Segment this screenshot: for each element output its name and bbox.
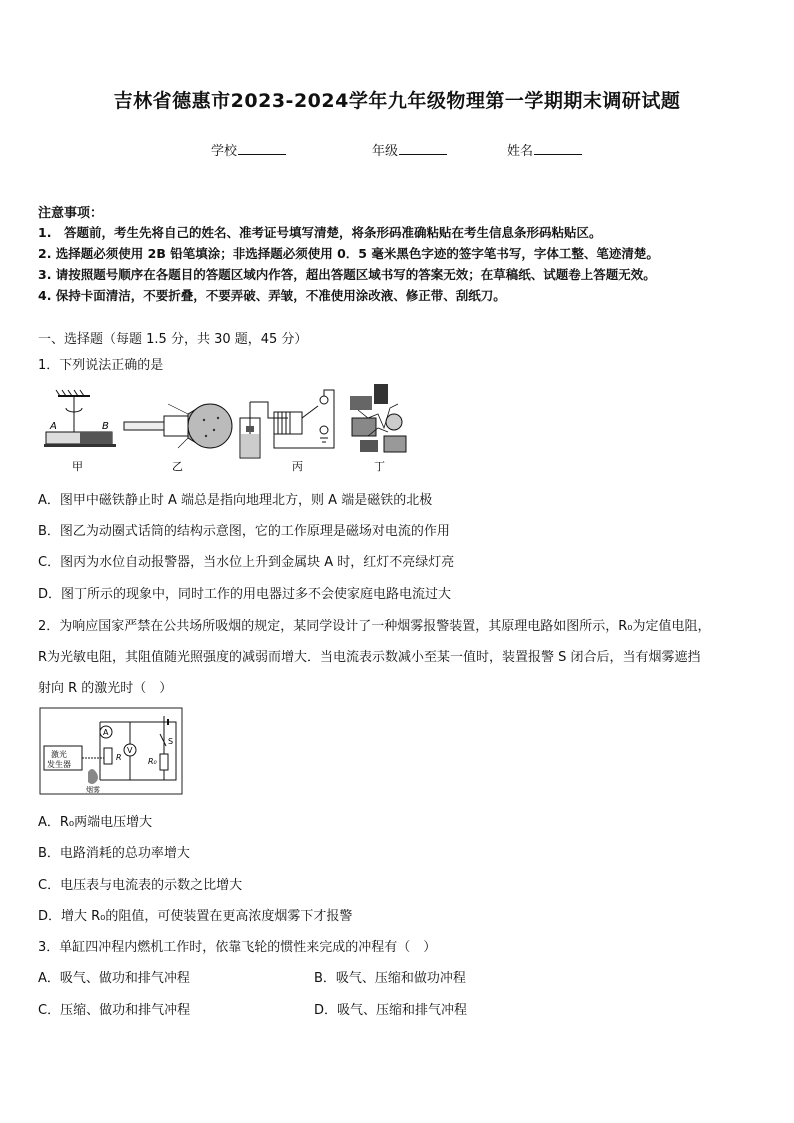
name-field bbox=[507, 140, 582, 159]
q1-stem: 1．下列说法正确的是 bbox=[38, 358, 164, 373]
q2-stem-line-1: 2．为响应国家严禁在公共场所吸烟的规定，某同学设计了一种烟雾报警装置，其原理电路如图所示，R₀为定值电阻， bbox=[38, 619, 711, 634]
q2-option-b: B．电路消耗的总功率增大 bbox=[38, 846, 190, 861]
grade-label: 年级 bbox=[372, 144, 399, 159]
q2-stem-line-3: 射向 R 的激光时（ ） bbox=[38, 681, 173, 696]
notes-heading: 注意事项： bbox=[38, 206, 104, 221]
q3-option-b: B．吸气、压缩和做功冲程 bbox=[314, 971, 466, 986]
note-item-4: 4. 保持卡面清洁，不要折叠，不要弄破、弄皱，不准使用涂改液、修正带、刮纸刀。 bbox=[38, 288, 506, 303]
school-field bbox=[211, 140, 286, 159]
q1-option-a: A．图甲中磁铁静止时 A 端总是指向地理北方，则 A 端是磁铁的北极 bbox=[38, 493, 433, 508]
q1-option-b: B．图乙为动圈式话筒的结构示意图，它的工作原理是磁场对电流的作用 bbox=[38, 524, 450, 539]
voltmeter-v: V bbox=[127, 746, 133, 755]
caption-jia: 甲 bbox=[72, 460, 83, 473]
grade-field bbox=[372, 140, 447, 159]
label-r0: R₀ bbox=[148, 757, 157, 766]
q3-option-d: D．吸气、压缩和排气冲程 bbox=[314, 1003, 468, 1018]
caption-ding: 丁 bbox=[374, 460, 385, 473]
q2-option-c: C．电压表与电流表的示数之比增大 bbox=[38, 878, 243, 893]
q2-option-a: A．R₀两端电压增大 bbox=[38, 815, 153, 830]
note-item-1: 1. 答题前，考生先将自己的姓名、准考证号填写清楚，将条形码准确粘贴在考生信息条形码粘贴区。 bbox=[38, 225, 602, 240]
q2-option-d: D．增大 R₀的阻值，可使装置在更高浓度烟雾下才报警 bbox=[38, 909, 353, 924]
laser-label-1: 激光 bbox=[51, 750, 67, 759]
figure-ding-appliances bbox=[350, 384, 406, 473]
q1-figure bbox=[38, 378, 418, 474]
label-b: B bbox=[102, 421, 109, 432]
q2-stem-line-2: R为光敏电阻，其阻值随光照强度的减弱而增大．当电流表示数减小至某一值时，装置报警 S 闭合后，当有烟雾遮挡 bbox=[38, 650, 701, 665]
q3-option-c: C．压缩、做功和排气冲程 bbox=[38, 1003, 191, 1018]
figure-jia-magnet bbox=[44, 390, 116, 473]
note-item-3: 3. 请按照题号顺序在各题目的答题区域内作答，超出答题区域书写的答案无效；在草稿纸、试题卷上答题无效。 bbox=[38, 267, 656, 282]
name-label: 姓名 bbox=[507, 144, 534, 159]
section-heading: 一、选择题（每题 1.5 分，共 30 题，45 分） bbox=[38, 332, 308, 347]
q3-stem: 3．单缸四冲程内燃机工作时，依靠飞轮的惯性来完成的冲程有（ ） bbox=[38, 940, 437, 955]
figure-bing-water-alarm bbox=[240, 390, 334, 473]
grade-blank bbox=[399, 141, 447, 155]
q1-option-d: D．图丁所示的现象中，同时工作的用电器过多不会使家庭电路电流过大 bbox=[38, 587, 452, 602]
page-title: 吉林省德惠市2023-2024学年九年级物理第一学期期末调研试题 bbox=[113, 90, 681, 112]
q2-circuit-figure bbox=[38, 706, 184, 796]
figure-yi-microphone bbox=[124, 404, 232, 473]
q1-option-c: C．图丙为水位自动报警器，当水位上升到金属块 A 时，红灯不亮绿灯亮 bbox=[38, 555, 455, 570]
note-item-2: 2. 选择题必须使用 2B 铅笔填涂；非选择题必须使用 0．5 毫米黑色字迹的签字笔书写，字体工整、笔迹清楚。 bbox=[38, 246, 659, 261]
smoke-label: 烟雾 bbox=[86, 786, 100, 794]
school-blank bbox=[238, 141, 286, 155]
label-r: R bbox=[116, 753, 122, 762]
label-a: A bbox=[50, 421, 57, 432]
school-label: 学校 bbox=[211, 144, 238, 159]
name-blank bbox=[534, 141, 582, 155]
ammeter-a: A bbox=[103, 728, 109, 737]
caption-bing: 丙 bbox=[292, 460, 303, 473]
caption-yi: 乙 bbox=[172, 460, 183, 473]
laser-label-2: 发生器 bbox=[47, 760, 71, 769]
q3-option-a: A．吸气、做功和排气冲程 bbox=[38, 971, 190, 986]
switch-s: S bbox=[168, 737, 174, 746]
